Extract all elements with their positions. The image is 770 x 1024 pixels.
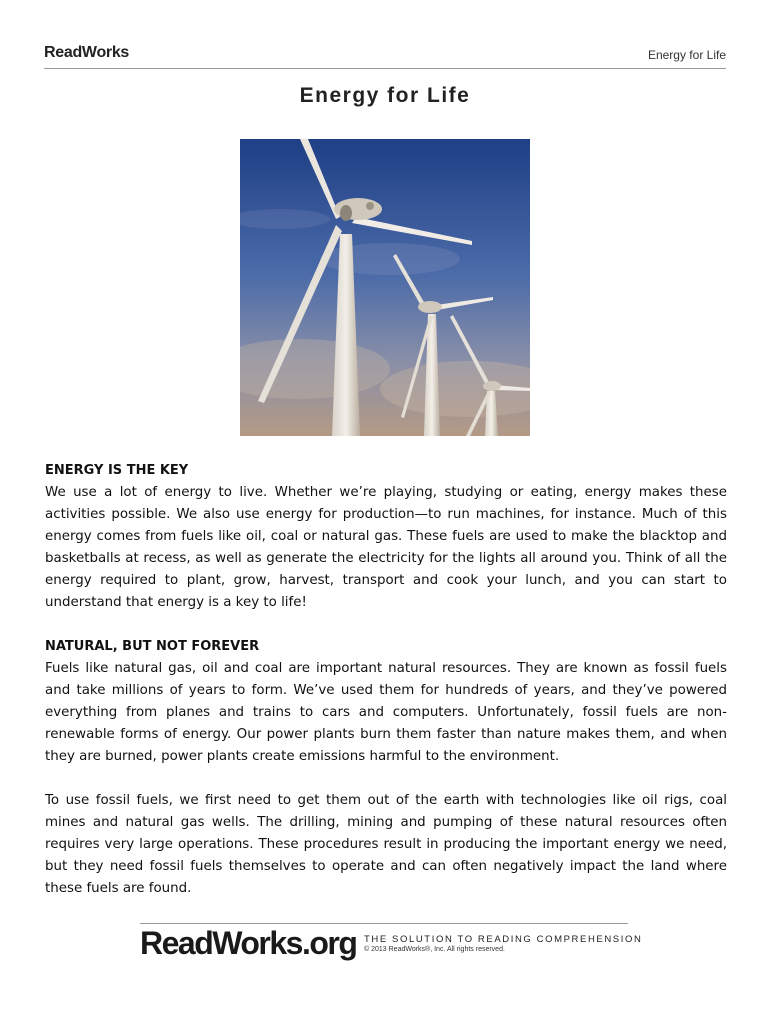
page-header bbox=[44, 42, 726, 69]
footer-divider bbox=[140, 923, 628, 924]
readworks-logo: ReadWorks bbox=[44, 44, 130, 61]
section-heading: ENERGY IS THE KEY bbox=[45, 463, 189, 478]
readworks-org-logo: ReadWorks.org bbox=[140, 925, 357, 961]
footer-tagline: THE SOLUTION TO READING COMPREHENSION bbox=[364, 934, 643, 945]
section-paragraph: We use a lot of energy to live. Whether we’re playing, studying or eating, energy makes these activities possible. We also use energy for production—to run machines, for instance. Much of this energy comes from fuels like oil, coal or natural gas. These fuels are used to make the blacktop and basketballs at recess, as well as generate the electricity for the lights all around you. Think of all the energy required to plant, grow, harvest, transport and cook your lunch, and you can start to understand that energy is a key to life! bbox=[45, 485, 727, 610]
section-heading: NATURAL, BUT NOT FOREVER bbox=[45, 639, 260, 654]
header-doc-title: Energy for Life bbox=[647, 48, 726, 62]
article-body bbox=[45, 460, 727, 922]
page-title: Energy for Life bbox=[299, 84, 471, 107]
footer-copyright: © 2013 ReadWorks®, Inc. All rights reserved. bbox=[364, 946, 505, 953]
section-paragraph: Fuels like natural gas, oil and coal are important natural resources. They are known as fossil fuels and take millions of years to form. We’ve used them for hundreds of years, and they’ve powered everything from planes and trains to cars and computers. Unfortunately, fossil fuels are non-renewable forms of energy. Our power plants burn them faster than nature makes them, and when they are burned, power plants create emissions harmful to the environment. bbox=[45, 661, 727, 764]
wind-turbines-image bbox=[240, 139, 530, 436]
section-paragraph: To use fossil fuels, we first need to get them out of the earth with technologies like oil rigs, coal mines and natural gas wells. The drilling, mining and pumping of these natural resources often requires very large operations. These procedures result in producing the important energy we need, but they need fossil fuels themselves to operate and can often negatively impact the land where these fuels are found. bbox=[45, 793, 727, 896]
